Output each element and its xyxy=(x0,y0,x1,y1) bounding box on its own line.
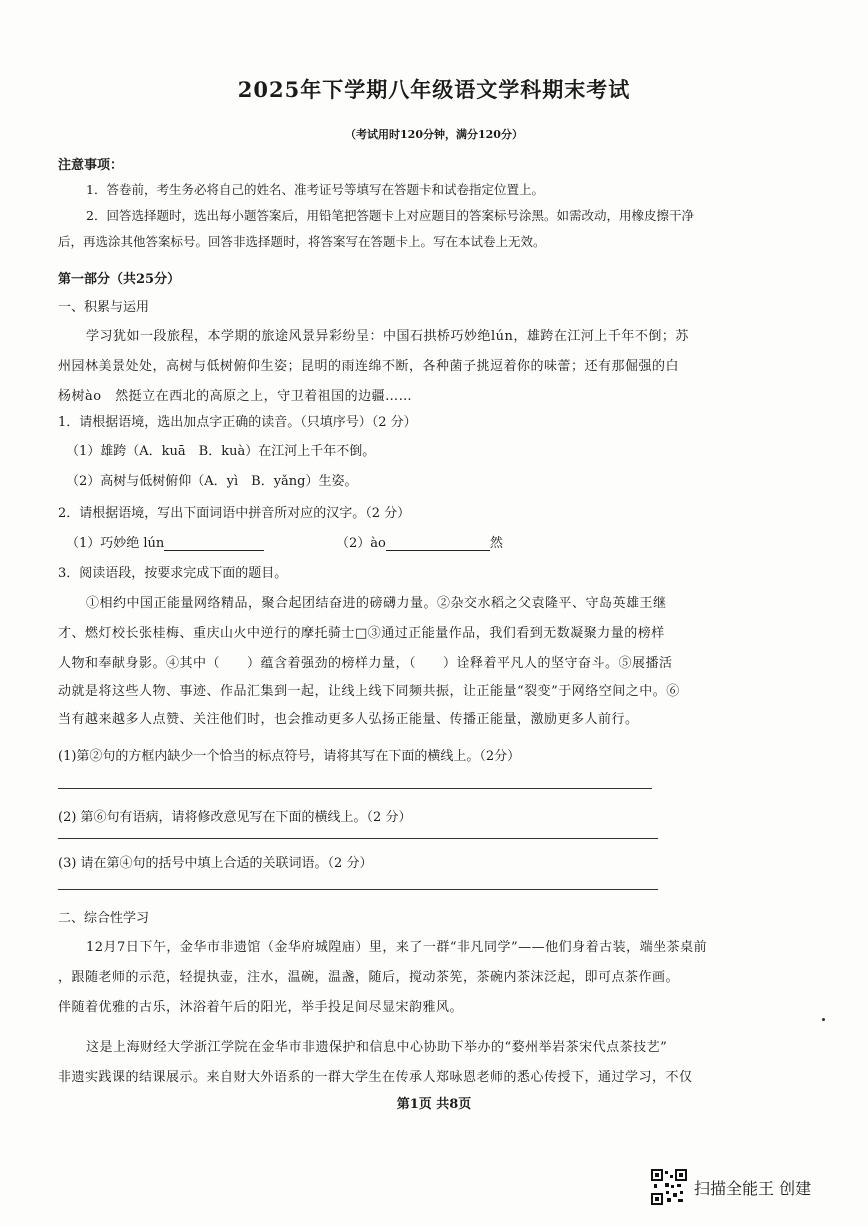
exam-subtitle: （考试用时120分钟，满分120分） xyxy=(345,128,523,141)
paragraph-line-1: ①相约中国正能量网络精品，聚合起团结奋进的磅礴力量。②杂交水稻之父袁隆平、守岛英雄王继 xyxy=(86,596,667,611)
answer-line-3-1[interactable] xyxy=(58,788,652,789)
page-number: 第1页 共8页 xyxy=(396,1097,472,1112)
question-1: 1．请根据语境，选出加点字正确的读音。（只填序号）（2 分） xyxy=(58,415,417,430)
question-3-part-3: (3) 请在第④句的括号中填上合适的关联词语。（2 分） xyxy=(58,856,373,871)
question-1-part-2: （2）高树与低树俯仰（A．yì B．yǎng）生姿。 xyxy=(66,474,358,489)
question-3-part-2: (2) 第⑥句有语病，请将修改意见写在下面的横线上。（2 分） xyxy=(58,810,412,825)
question-2: 2．请根据语境，写出下面词语中拼音所对应的汉字。（2 分） xyxy=(58,506,411,521)
passage-line-2: 州园林美景处处，高树与低树俯仰生姿；昆明的雨连绵不断，各种菌子挑逗着你的味蕾；还有那倔强的白 xyxy=(58,359,680,374)
qr-code-icon xyxy=(651,1169,687,1205)
answer-line-3-3[interactable] xyxy=(58,889,658,890)
part1-heading: 第一部分（共25分） xyxy=(58,272,181,287)
paragraph-line-5: 当有越来越多人点赞、关注他们时，也会推动更多人弘扬正能量、传播正能量，激励更多人前行。 xyxy=(58,712,639,727)
notice-item-2b: 后，再选涂其他答案标号。回答非选择题时，将答案写在答题卡上。写在本试卷上无效。 xyxy=(58,234,546,249)
answer-blank-ao[interactable] xyxy=(386,536,490,551)
notice-item-2a: 2．回答选择题时，选出每小题答案后，用铅笔把答题卡上对应题目的答案标号涂黑。如需改动，用橡皮擦干净 xyxy=(86,208,694,223)
section2-line-5: 非遗实践课的结课展示。来自财大外语系的一群大学生在传承人郑咏恩老师的悉心传授下，通过学习，不仅 xyxy=(58,1070,693,1085)
paragraph-line-4: 动就是将这些人物、事迹、作品汇集到一起，让线上线下同频共振，让正能量“裂变”于网络空间之中。⑥ xyxy=(58,684,680,699)
section1-heading: 一、积累与运用 xyxy=(58,300,150,315)
question-3: 3．阅读语段，按要求完成下面的题目。 xyxy=(58,566,288,581)
question-1-part-1: （1）雄跨（A．kuā B．kuà）在江河上千年不倒。 xyxy=(66,444,376,459)
section2-heading: 二、综合性学习 xyxy=(58,911,150,926)
section2-line-3: 伴随着优雅的古乐，沐浴着午后的阳光，举手投足间尽显宋韵雅风。 xyxy=(58,1000,464,1015)
scan-speck xyxy=(822,1018,825,1021)
passage-line-1: 学习犹如一段旅程，本学期的旅途风景异彩纷呈：中国石拱桥巧妙绝lún，雄跨在江河上千年不倒；苏 xyxy=(86,329,689,344)
answer-blank-lun[interactable] xyxy=(164,536,264,551)
question-3-part-1: (1)第②句的方框内缺少一个恰当的标点符号，请将其写在下面的横线上。（2分） xyxy=(58,749,521,764)
question-2-part-2-label: （2）ào xyxy=(336,536,386,551)
exam-title: 2025年下学期八年级语文学科期末考试 xyxy=(237,77,631,102)
section2-line-1: 12月7日下午，金华市非遗馆（金华府城隍庙）里，来了一群“非凡同学”——他们身着古装，端坐茶桌前 xyxy=(86,940,708,955)
passage-line-3: 杨树ào 然挺立在西北的高原之上，守卫着祖国的边疆…… xyxy=(58,389,413,404)
section2-line-4: 这是上海财经大学浙江学院在金华市非遗保护和信息中心协助下举办的“婺州举岩茶宋代点茶技艺” xyxy=(86,1040,668,1055)
section2-line-2: ，跟随老师的示范，轻提执壶，注水，温碗，温盏，随后，搅动茶筅，茶碗内茶沫泛起，即可点茶作画。 xyxy=(58,970,680,985)
notice-heading: 注意事项： xyxy=(58,158,124,173)
paragraph-line-3: 人物和奉献身影。④其中（ ）蕴含着强劲的榜样力量，（ ）诠释着平凡人的坚守奋斗。⑤展播活 xyxy=(58,656,673,671)
paragraph-line-2: 才、燃灯校长张桂梅、重庆山火中逆行的摩托骑士□③通过正能量作品，我们看到无数凝聚力量的榜样 xyxy=(58,626,665,641)
question-2-part-2 xyxy=(336,532,503,551)
answer-line-3-2[interactable] xyxy=(58,838,658,839)
scanner-watermark: 扫描全能王 创建 xyxy=(694,1179,812,1198)
question-2-part-2-tail: 然 xyxy=(489,536,503,551)
notice-item-1: 1．答卷前，考生务必将自己的姓名、准考证号等填写在答题卡和试卷指定位置上。 xyxy=(86,182,544,197)
question-2-part-1-label: （1）巧妙绝 lún xyxy=(66,536,165,551)
question-2-part-1 xyxy=(66,532,264,551)
